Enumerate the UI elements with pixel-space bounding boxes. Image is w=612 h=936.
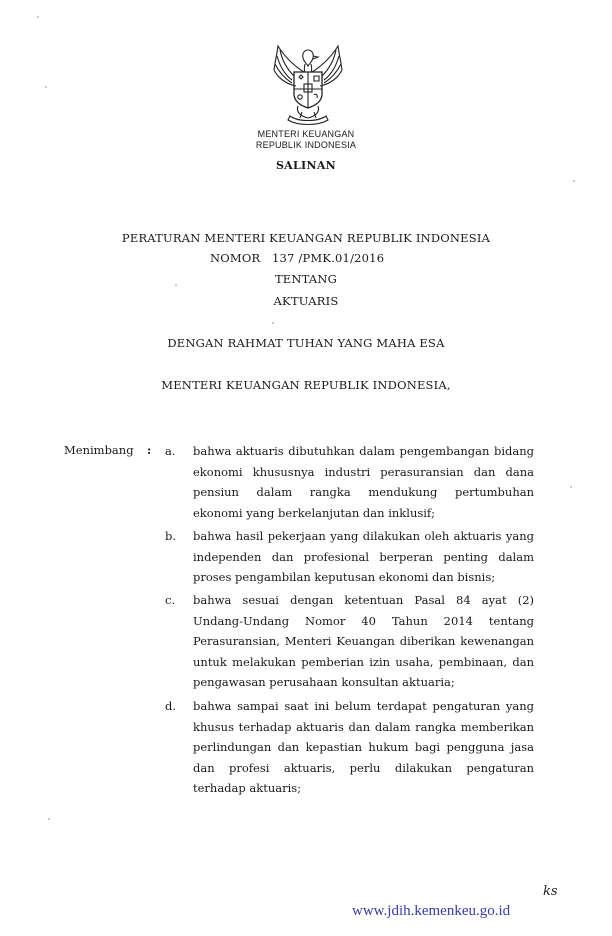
ministry-name-line2: REPUBLIK INDONESIA — [255, 140, 357, 150]
item-line: independen dan profesional berperan penting dalam — [193, 549, 534, 564]
item-letter-b: b. — [165, 529, 177, 543]
regulation-number: 137 /PMK.01/2016 — [272, 251, 385, 265]
item-line: bahwa sampai saat ini belum terdapat pengaturan yang — [193, 699, 534, 713]
considering-label: Menimbang — [64, 443, 134, 457]
item-line: perlindungan dan kepastian hukum bagi pengguna jasa — [193, 740, 534, 754]
scan-speck — [573, 180, 575, 182]
scan-speck — [272, 322, 274, 324]
scan-speck — [37, 16, 39, 18]
about-label: TENTANG — [274, 272, 338, 286]
invocation: DENGAN RAHMAT TUHAN YANG MAHA ESA — [167, 336, 445, 350]
item-line: proses pengambilan keputusan ekonomi dan bisnis; — [193, 570, 496, 584]
garuda-emblem-icon — [266, 42, 350, 126]
regulation-number-label: NOMOR — [210, 251, 261, 265]
item-line: ekonomi yang berkelanjutan dan inklusif; — [193, 505, 436, 520]
item-line: dan profesi aktuaris, perlu dilakukan pengaturan — [193, 760, 534, 775]
considering-item-b — [193, 526, 534, 588]
considering-colon: : — [147, 443, 152, 457]
ministry-name-line1: MENTERI KEUANGAN — [257, 129, 355, 139]
item-line: khusus terhadap aktuaris dan dalam rangka memberikan — [193, 719, 534, 734]
item-line: pensiun dalam rangka mendukung pertumbuhan — [193, 485, 534, 499]
item-line: pengawasan perusahaan konsultan aktuaria; — [193, 675, 455, 689]
jdih-website-link[interactable]: www.jdih.kemenkeu.go.id — [352, 903, 511, 919]
scan-speck — [570, 486, 572, 488]
item-line: untuk melakukan pemberian izin usaha, pembinaan, dan — [193, 654, 534, 669]
regulation-title: PERATURAN MENTERI KEUANGAN REPUBLIK INDONESIA — [121, 231, 491, 245]
item-line: Perasuransian, Menteri Keuangan diberikan kewenangan — [193, 634, 534, 648]
item-line: bahwa sesuai dengan ketentuan Pasal 84 ayat (2) — [193, 593, 534, 607]
item-line: Undang-Undang Nomor 40 Tahun 2014 tentang — [193, 613, 534, 628]
paraf-initials: ks — [543, 884, 558, 899]
item-letter-d: d. — [165, 699, 177, 713]
scan-speck — [48, 818, 50, 820]
item-letter-a: a. — [165, 444, 176, 458]
item-line: terhadap aktuaris; — [193, 781, 302, 795]
item-line: ekonomi khususnya industri perasuransian dan dana — [193, 464, 534, 479]
considering-item-c — [193, 590, 534, 693]
authority-line: MENTERI KEUANGAN REPUBLIK INDONESIA, — [161, 378, 451, 392]
regulation-subject: AKTUARIS — [273, 294, 339, 308]
considering-item-a — [193, 441, 534, 523]
item-line: bahwa hasil pekerjaan yang dilakukan oleh aktuaris yang — [193, 529, 534, 543]
copy-label: SALINAN — [275, 159, 337, 172]
considering-item-d — [193, 696, 534, 799]
scan-speck — [45, 86, 47, 88]
item-letter-c: c. — [165, 593, 176, 607]
item-line: bahwa aktuaris dibutuhkan dalam pengembangan bidang — [193, 444, 534, 458]
